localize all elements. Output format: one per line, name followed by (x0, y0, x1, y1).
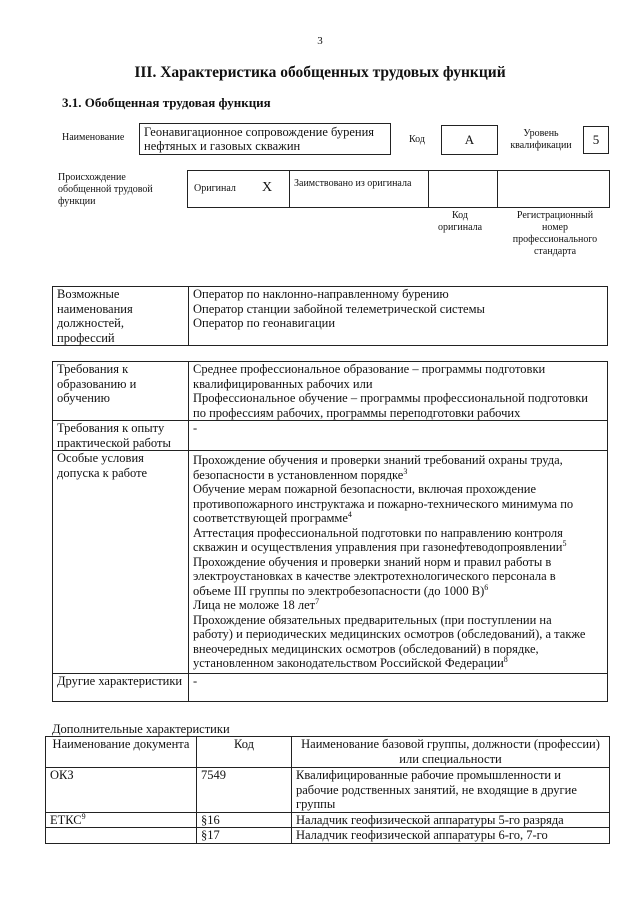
level-value: 5 (592, 132, 600, 147)
education-line: квалифицированных рабочих или (193, 376, 373, 391)
experience-value: - (189, 421, 608, 451)
subsection-title: 3.1. Обобщенная трудовая функция (62, 95, 271, 110)
origin-box (187, 170, 610, 208)
special-line: работу) и периодических медицинских осмотров (обследований), а также (193, 627, 586, 641)
code-cell: §16 (197, 812, 292, 828)
column-header: Код (197, 737, 292, 768)
education-label: Требования к образованию и обучению (53, 362, 189, 421)
special-line: Прохождение обучения и проверки знаний норм и правил работы в (193, 554, 552, 569)
special-line: установленном законодательством Российской Федерации$^8$ (193, 654, 508, 670)
special-line: скважин и осуществления управления при газонефтеводопроявлении$^5$ (193, 538, 567, 554)
other-label: Другие характеристики (53, 673, 189, 701)
footnote-mark: 8 (503, 654, 508, 664)
special-line: Лица не моложе 18 лет$^7$ (193, 596, 320, 612)
divider (428, 171, 429, 207)
origin-label: Происхождение обобщенной трудовой функции (58, 172, 153, 207)
page-number: 3 (317, 35, 323, 47)
table-row (46, 828, 610, 844)
special-line: Аттестация профессиональной подготовки по направлению контроля (193, 525, 563, 540)
additional-caption: Дополнительные характеристики (52, 722, 230, 736)
list-item: Оператор станции забойной телеметрической системы (193, 301, 485, 316)
column-header: Наименование базовой группы, должности (профессии) или специальности (292, 737, 610, 768)
code-cell: 7549 (197, 768, 292, 813)
code-label: Код (409, 134, 425, 145)
positions-label: Возможные наименования должностей, профессий (53, 287, 189, 346)
education-value (189, 362, 608, 421)
special-line: Обучение мерам пожарной безопасности, включая прохождение (193, 482, 536, 496)
doc-cell (46, 828, 197, 844)
special-line: Прохождение обязательных предварительных (при поступлении на (193, 612, 552, 627)
special-line: Прохождение обучения и проверки знаний требований охраны труда, (193, 453, 563, 467)
additional-table (45, 736, 610, 844)
column-header: Наименование документа (46, 737, 197, 768)
footnote-mark: 5 (562, 538, 567, 548)
level-label: Уровень квалификации (510, 128, 572, 151)
code-value-box (441, 125, 498, 155)
footnote-mark: 3 (403, 466, 408, 476)
name-cell: Наладчик геофизической аппаратуры 5-го разряда (292, 812, 610, 828)
footnote-mark: 6 (484, 582, 489, 592)
special-line: противопожарного инструктажа и пожарно-технического минимума по (193, 496, 574, 511)
special-line: соответствующей программе$^4$ (193, 509, 352, 525)
special-line: электроустановках в качестве электротехнологического персонала в (193, 569, 556, 583)
footnote-mark: 7 (315, 596, 320, 606)
other-value: - (189, 673, 608, 701)
list-item: Оператор по геонавигации (193, 316, 336, 330)
list-item: Оператор по наклонно-направленному бурению (193, 287, 449, 301)
code-cell: §17 (197, 828, 292, 844)
education-line: по профессиям рабочих, программы переподготовки рабочих (193, 405, 521, 420)
requirements-table (52, 361, 608, 702)
special-line: безопасности в установленном порядке$^3$ (193, 466, 408, 482)
positions-list (189, 287, 608, 346)
education-line: Профессиональное обучение – программы профессиональной подготовки (193, 391, 588, 405)
doc-cell: ОКЗ (46, 768, 197, 813)
special-value (189, 451, 608, 674)
divider (289, 171, 290, 207)
doc-cell: ЕТКС$^9$ (46, 812, 197, 828)
function-name-box (139, 123, 391, 155)
divider (497, 171, 498, 207)
education-line: Среднее профессиональное образование – программы подготовки (193, 362, 546, 376)
special-line: объеме III группы по электробезопасности (до 1000 В)$^6$ (193, 582, 489, 598)
experience-label: Требования к опыту практической работы (53, 421, 189, 451)
footnote-mark: 4 (347, 509, 352, 519)
borrowed-label: Заимствовано из оригинала (294, 178, 412, 189)
reg-number-label: Регистрационный номер профессионального стандарта (512, 210, 598, 257)
function-name-value: Геонавигационное сопровождение бурения нефтяных и газовых скважин (144, 125, 375, 153)
table-row (46, 812, 610, 828)
original-mark: X (262, 180, 273, 195)
positions-table (52, 286, 608, 346)
code-original-label: Код оригинала (437, 210, 483, 233)
name-label: Наименование (62, 132, 125, 143)
special-label: Особые условия допуска к работе (53, 451, 189, 674)
name-cell: Наладчик геофизической аппаратуры 6-го, 7-го (292, 828, 610, 844)
original-label: Оригинал (194, 183, 236, 194)
code-value: А (464, 132, 475, 147)
footnote-mark: 9 (81, 811, 86, 821)
level-value-box (583, 126, 609, 154)
section-title: III. Характеристика обобщенных трудовых функций (134, 64, 506, 81)
name-cell: Квалифицированные рабочие промышленности и рабочие родственных занятий, не входящие в другие группы (292, 768, 610, 813)
special-line: внеочередных медицинских осмотров (обследований) в порядке, (193, 641, 539, 656)
table-row (46, 768, 610, 813)
